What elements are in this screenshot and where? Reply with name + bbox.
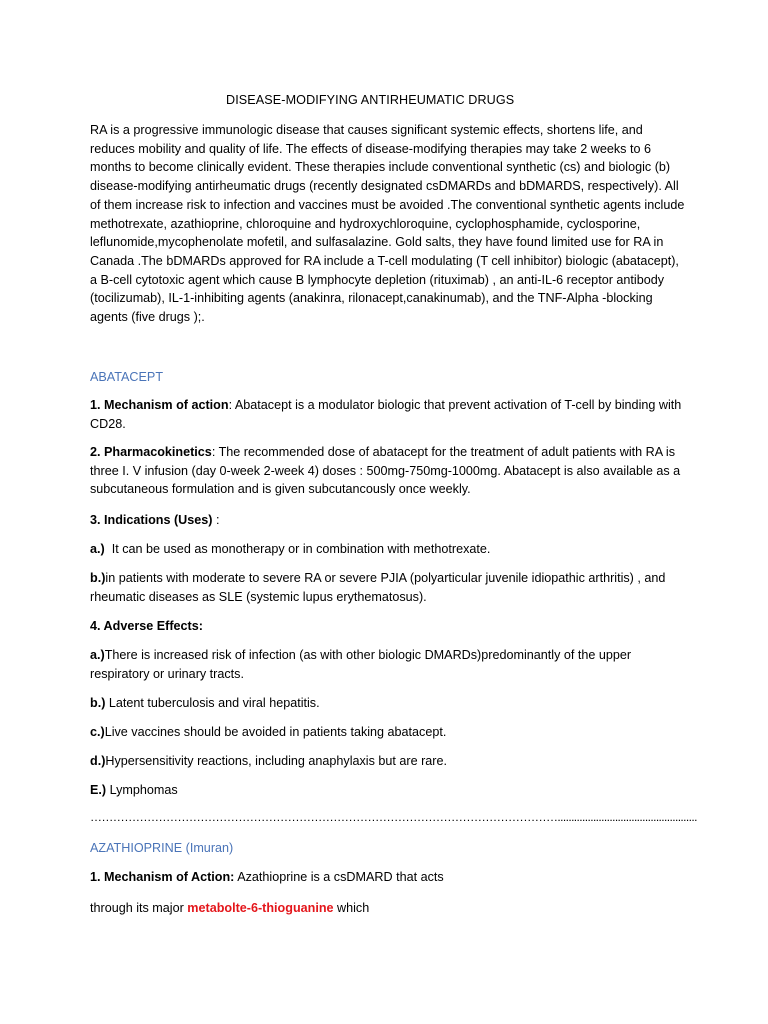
metabolite-highlight: metabolte-6-thioguanine <box>187 901 334 915</box>
abatacept-indication-b <box>90 569 690 606</box>
adverse-b-text: Latent tuberculosis and viral hepatitis. <box>105 696 320 710</box>
abatacept-pharmacokinetics <box>90 443 690 499</box>
adverse-c-text: Live vaccines should be avoided in patients taking abatacept. <box>104 725 447 739</box>
adverse-effect-e <box>90 781 690 800</box>
adverse-a-text: There is increased risk of infection (as with other biologic DMARDs)predominantly of the upper respiratory or urinary tracts. <box>90 648 632 681</box>
abatacept-heading: ABATACEPT <box>90 370 164 384</box>
indication-b-text: in patients with moderate to severe RA or severe PJIA (polyarticular juvenile idiopathic arthritis) , and rheumatic diseases as SLE (systemic lupus erythematosus). <box>90 571 666 604</box>
section-separator: ……………………………………………………………………………………………………………................................................... <box>90 810 697 824</box>
adverse-effect-c <box>90 723 690 742</box>
abatacept-mechanism <box>90 396 690 433</box>
abatacept-pk-text: : The recommended dose of abatacept for the treatment of adult patients with RA is three I. V infusion (day 0-week 2-week 4) doses : 500mg-750mg-1000mg. Abatacept is also available as a subcutaneous formulation and is given subcutancously once weekly. <box>90 445 681 497</box>
document-title: DISEASE-MODIFYING ANTIRHEUMATIC DRUGS <box>226 93 515 107</box>
azathioprine-metabolite-line <box>90 899 690 918</box>
metabolite-line-suffix: which <box>333 901 370 915</box>
adverse-effect-a <box>90 646 690 683</box>
adverse-e-label: E.) <box>90 783 107 797</box>
adverse-d-text: Hypersensitivity reactions, including anaphylaxis but are rare. <box>105 754 447 768</box>
indication-a-text: It can be used as monotherapy or in combination with methotrexate. <box>104 542 491 556</box>
intro-paragraph: RA is a progressive immunologic disease that causes significant systemic effects, shortens life, and reduces mobility and quality of life. The effects of disease-modifying therapies may take 2 weeks to 6 months to become clinically evident. These therapies include conventional synthetic (cs) and biologic (b) disease-modifying antirheumatic drugs (recently designated csDMARDs and bDMARDS, respectively). All of them increase risk to infection and vaccines must be avoided .The conventional synthetic agents include methotrexate, azathioprine, chloroquine and hydroxychloroquine, cyclophosphamide, cyclosporine, leflunomide,mycophenolate mofetil, and sulfasalazine. Gold salts, they have found limited use for RA in Canada .The bDMARDs approved for RA include a T-cell modulating (T cell inhibitor) biologic (abatacept), a B-cell cytotoxic agent which cause B lymphocyte depletion (rituximab) , an anti-IL-6 receptor antibody (tocilizumab), IL-1-inhibiting agents (anakinra, rilonacept,canakinumab), and the TNF-Alpha -blocking agents (five drugs );. <box>90 123 685 325</box>
abatacept-indications-label: 3. Indications (Uses) <box>90 513 213 527</box>
abatacept-pk-label: 2. Pharmacokinetics <box>90 445 212 459</box>
azathioprine-mechanism-text: Azathioprine is a csDMARD that acts <box>234 870 444 884</box>
adverse-d-label: d.) <box>90 754 106 768</box>
azathioprine-mechanism-label: 1. Mechanism of Action: <box>90 870 235 884</box>
abatacept-mechanism-label: 1. Mechanism of action <box>90 398 229 412</box>
abatacept-indications <box>90 511 690 530</box>
indication-b-label: b.) <box>90 571 106 585</box>
adverse-effect-d <box>90 752 690 771</box>
azathioprine-heading: AZATHIOPRINE (Imuran) <box>90 841 234 855</box>
adverse-e-text: Lymphomas <box>106 783 178 797</box>
abatacept-adverse-effects <box>90 617 690 636</box>
abatacept-indication-a <box>90 540 690 559</box>
metabolite-line-prefix: through its major <box>90 901 188 915</box>
abatacept-indications-suffix: : <box>212 513 220 527</box>
adverse-a-label: a.) <box>90 648 105 662</box>
adverse-effects-label: 4. Adverse Effects: <box>90 619 203 633</box>
adverse-b-label: b.) <box>90 696 106 710</box>
adverse-effect-b <box>90 694 690 713</box>
indication-a-label: a.) <box>90 542 105 556</box>
abatacept-mechanism-text: : Abatacept is a modulator biologic that prevent activation of T-cell by binding with CD28. <box>90 398 682 431</box>
azathioprine-mechanism <box>90 868 690 887</box>
adverse-c-label: c.) <box>90 725 105 739</box>
